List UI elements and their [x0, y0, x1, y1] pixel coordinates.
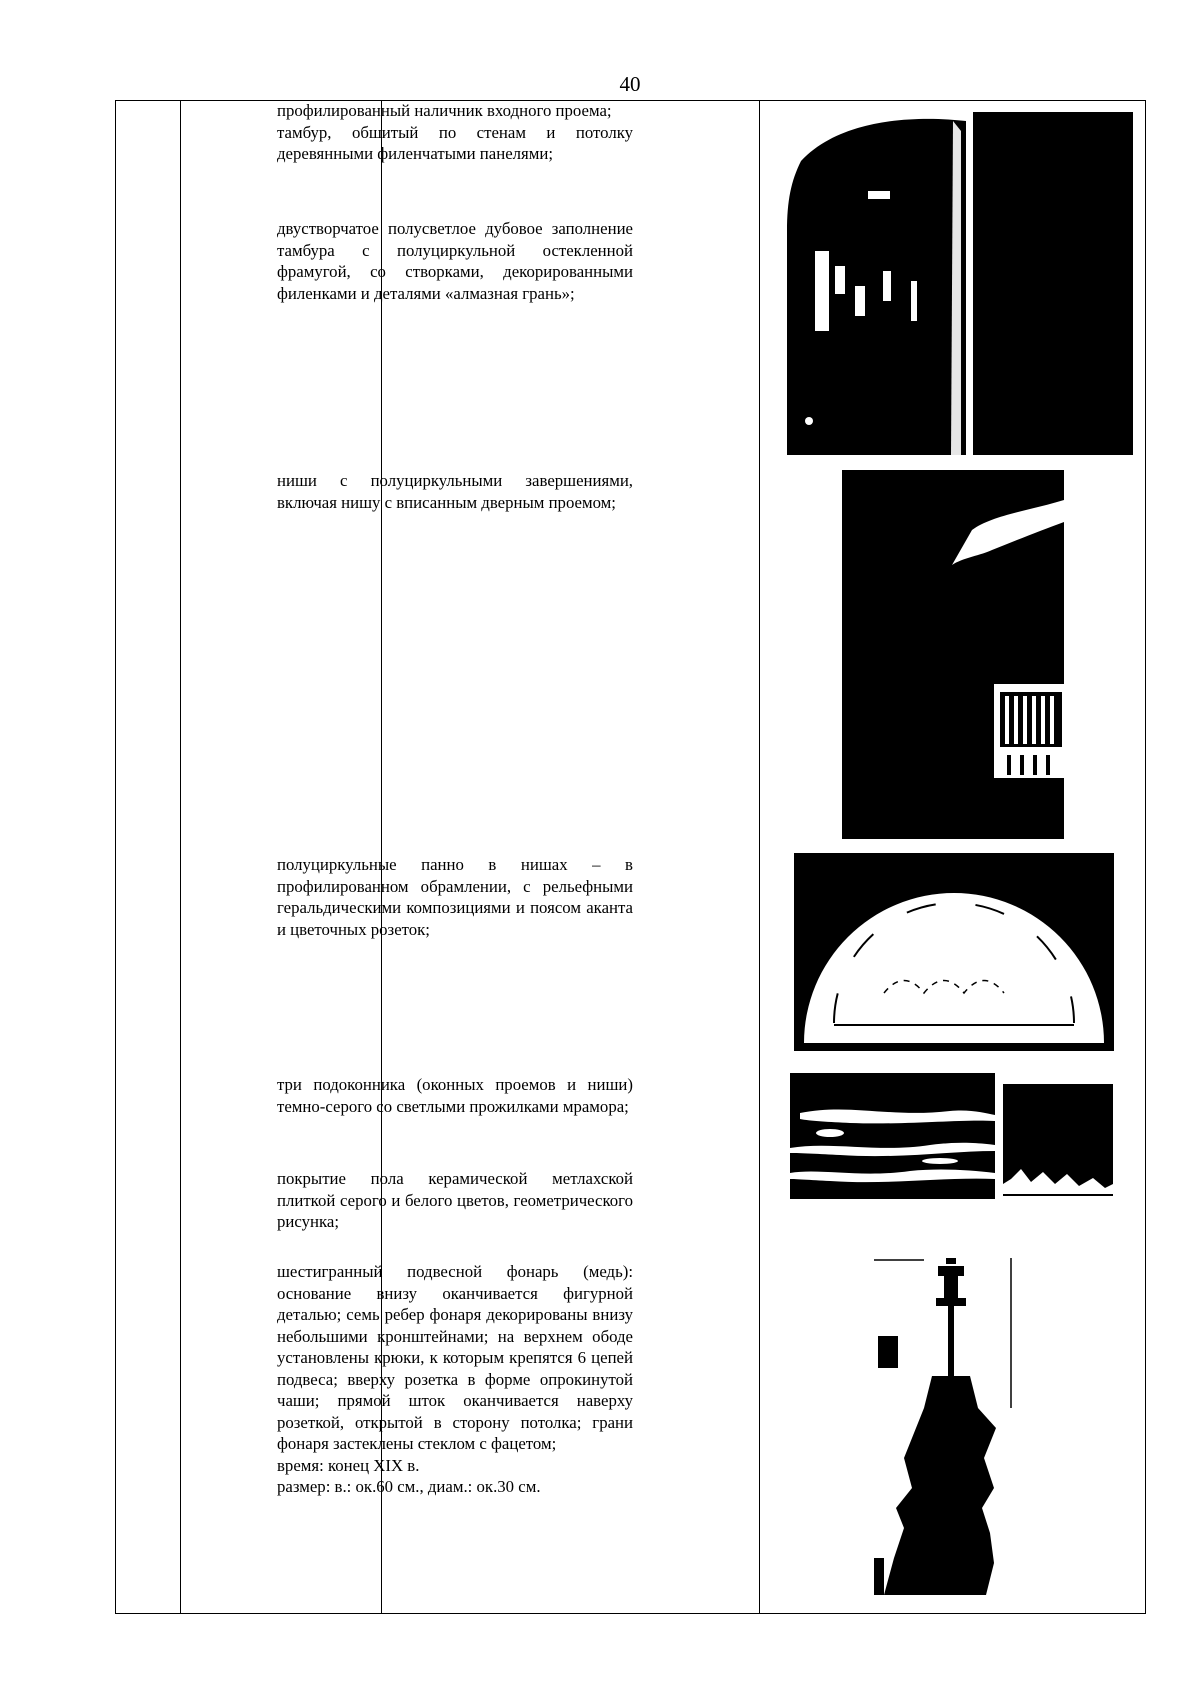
entry-line: время: конец XIX в. — [277, 1455, 420, 1475]
entry-line: ниши с полуциркульными завершениями, включая нишу с вписанным дверным проемом; — [277, 471, 633, 512]
entry-line: тамбур, обшитый по стенам и потолку деревянными филенчатыми панелями; — [277, 122, 633, 163]
entry-niches — [277, 470, 633, 513]
entry-windowsills — [277, 1074, 633, 1117]
column-divider — [180, 101, 181, 1613]
entry-tambour-doors — [277, 218, 633, 304]
entry-panels — [277, 854, 633, 940]
entry-line: двустворчатое полусветлое дубовое заполнение тамбура с полуциркульной остекленной фрамугой, со створками, декорированными филенками и деталями «алмазная грань»; — [277, 219, 633, 303]
entry-lantern — [277, 1261, 633, 1498]
photo-marble-sill — [790, 1073, 995, 1199]
photo-floor-tile — [1003, 1084, 1113, 1199]
photo-entrance-arch — [773, 101, 966, 455]
column-divider — [759, 101, 760, 1613]
photo-niche-doorway — [842, 470, 1064, 839]
entry-line: покрытие пола керамической метлахской плиткой серого и белого цветов, геометрического рисунка; — [277, 1169, 633, 1231]
entry-line: шестигранный подвесной фонарь (медь): основание внизу оканчивается фигурной деталью; семь ребер фонаря декорированы внизу небольшими кронштейнами; на верхнем ободе установлены крюки, к которым крепятся 6 цепей подвеса; вверху розетка в форме опрокинутой чаши; прямой шток оканчивается наверху розеткой, открытой в сторону потолка; грани фонаря застеклены стеклом с фацетом; — [277, 1262, 633, 1453]
entry-line: размер: в.: ок.60 см., диам.: ок.30 см. — [277, 1477, 541, 1496]
photo-semicircular-panel — [794, 853, 1114, 1061]
page-number: 40 — [619, 72, 641, 96]
entry-line: профилированный наличник входного проема; — [277, 101, 612, 120]
entry-floor — [277, 1168, 633, 1233]
entry-line: три подоконника (оконных проемов и ниши) темно-серого со светлыми прожилками мрамора; — [277, 1075, 633, 1116]
entry-entrance-trim — [277, 100, 633, 165]
photo-hanging-lantern — [874, 1258, 1019, 1595]
entry-line: полуциркульные панно в нишах – в профилированном обрамлении, с рельефными геральдическими композициями и поясом аканта и цветочных розеток; — [277, 855, 633, 939]
photo-tambour-door — [973, 108, 1133, 455]
